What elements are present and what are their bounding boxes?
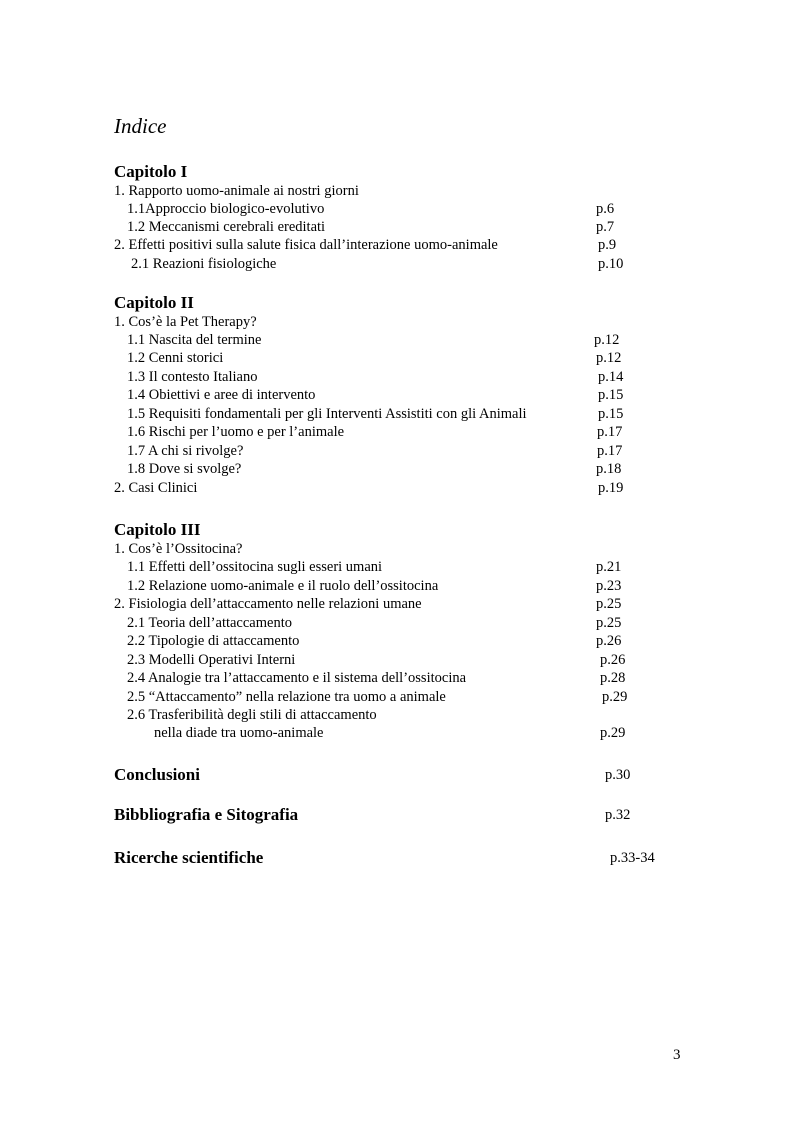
toc-page: p.14 bbox=[598, 369, 624, 385]
toc-entry: 2.3 Modelli Operativi Interni bbox=[127, 652, 296, 668]
ricerche-heading: Ricerche scientifiche bbox=[114, 848, 264, 867]
toc-entry: 2. Casi Clinici bbox=[114, 480, 198, 496]
toc-entry: 1.8 Dove si svolge? bbox=[127, 461, 242, 477]
toc-entry: 1.4 Obiettivi e aree di intervento bbox=[127, 387, 316, 403]
toc-entry: 2.1 Reazioni fisiologiche bbox=[131, 256, 277, 272]
toc-entry: 2.6 Trasferibilità degli stili di attaccamento bbox=[127, 707, 377, 723]
toc-entry: 1.7 A chi si rivolge? bbox=[127, 443, 244, 459]
toc-entry: 2.2 Tipologie di attaccamento bbox=[127, 633, 300, 649]
toc-entry: 1.6 Rischi per l’uomo e per l’animale bbox=[127, 424, 345, 440]
toc-entry: 1. Rapporto uomo-animale ai nostri giorni bbox=[114, 183, 359, 199]
toc-entry: 2. Fisiologia dell’attaccamento nelle relazioni umane bbox=[114, 596, 422, 612]
toc-page: p.28 bbox=[600, 670, 626, 686]
toc-page: p.30 bbox=[605, 767, 631, 783]
chapter-1-heading: Capitolo I bbox=[114, 162, 188, 181]
toc-entry: 1.2 Cenni storici bbox=[127, 350, 224, 366]
bibliografia-heading: Bibbliografia e Sitografia bbox=[114, 805, 299, 824]
toc-entry: 2.4 Analogie tra l’attaccamento e il sistema dell’ossitocina bbox=[127, 670, 467, 686]
toc-entry: 2.1 Teoria dell’attaccamento bbox=[127, 615, 292, 631]
toc-page: p.25 bbox=[596, 596, 622, 612]
toc-page: p.32 bbox=[605, 807, 631, 823]
toc-page: p.10 bbox=[598, 256, 624, 272]
toc-entry: 2.5 “Attaccamento” nella relazione tra uomo a animale bbox=[127, 689, 446, 705]
toc-page: p.33-34 bbox=[610, 850, 655, 866]
toc-entry: 1.5 Requisiti fondamentali per gli Interventi Assistiti con gli Animali bbox=[127, 406, 527, 422]
toc-entry: 1.1Approccio biologico-evolutivo bbox=[127, 201, 325, 217]
toc-page: p.25 bbox=[596, 615, 622, 631]
toc-entry: 1. Cos’è la Pet Therapy? bbox=[114, 314, 257, 330]
chapter-3-heading: Capitolo III bbox=[114, 520, 201, 539]
toc-page: p.29 bbox=[602, 689, 628, 705]
page-title: Indice bbox=[114, 114, 167, 138]
toc-entry: 1.2 Relazione uomo-animale e il ruolo dell’ossitocina bbox=[127, 578, 439, 594]
toc-page: p.15 bbox=[598, 387, 624, 403]
chapter-2-heading: Capitolo II bbox=[114, 293, 194, 312]
page-number: 3 bbox=[673, 1047, 681, 1063]
conclusioni-heading: Conclusioni bbox=[114, 765, 200, 784]
toc-entry: 1.3 Il contesto Italiano bbox=[127, 369, 258, 385]
toc-entry: 1.2 Meccanismi cerebrali ereditati bbox=[127, 219, 326, 235]
toc-page: p.23 bbox=[596, 578, 622, 594]
toc-page: p.26 bbox=[596, 633, 622, 649]
toc-entry: 1. Cos’è l’Ossitocina? bbox=[114, 541, 243, 557]
toc-page: p.7 bbox=[596, 219, 615, 235]
toc-page: p.6 bbox=[596, 201, 615, 217]
toc-page: p.18 bbox=[596, 461, 622, 477]
toc-page: p.17 bbox=[597, 443, 623, 459]
toc-entry: nella diade tra uomo-animale bbox=[154, 725, 324, 741]
toc-page: p.9 bbox=[598, 237, 617, 253]
toc-page: p.12 bbox=[594, 332, 620, 348]
toc-page: p.26 bbox=[600, 652, 626, 668]
toc-page: p.12 bbox=[596, 350, 622, 366]
toc-page: p.15 bbox=[598, 406, 624, 422]
toc-entry: 2. Effetti positivi sulla salute fisica dall’interazione uomo-animale bbox=[114, 237, 498, 253]
toc-page: p.19 bbox=[598, 480, 624, 496]
toc-page: p.17 bbox=[597, 424, 623, 440]
toc-page: p.29 bbox=[600, 725, 626, 741]
toc-page: p.21 bbox=[596, 559, 622, 575]
toc-entry: 1.1 Nascita del termine bbox=[127, 332, 262, 348]
toc-entry: 1.1 Effetti dell’ossitocina sugli esseri umani bbox=[127, 559, 383, 575]
